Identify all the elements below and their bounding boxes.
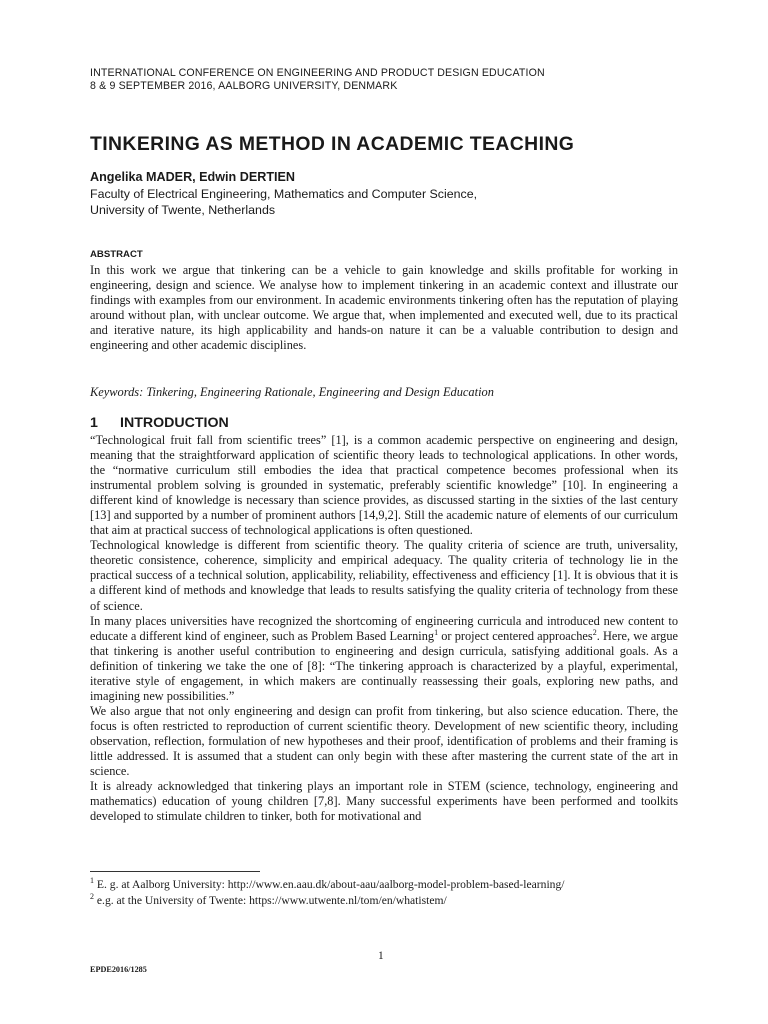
footnote-ref-1[interactable]: 1 [434, 627, 439, 637]
conference-header [90, 67, 545, 93]
abstract-heading: ABSTRACT [90, 249, 143, 260]
footnote-2 [90, 893, 565, 909]
footnote-text-1: E. g. at Aalborg University: http://www.en.aau.dk/about-aau/aalborg-model-problem-based-learning/ [94, 878, 565, 891]
footnote-1 [90, 877, 565, 893]
section-title: INTRODUCTION [120, 415, 229, 431]
page-number: 1 [378, 950, 384, 962]
section-heading [90, 415, 229, 431]
section-number: 1 [90, 415, 98, 431]
keywords: Keywords: Tinkering, Engineering Rationale, Engineering and Design Education [90, 385, 494, 399]
intro-p3-part-b: or project centered approaches [438, 628, 593, 643]
intro-paragraph-3 [90, 614, 678, 704]
intro-paragraph-4: We also argue that not only engineering and design can profit from tinkering, but also science education. There, the focus is often restricted to reproduction of current scientific theory. Development of new scientific theory, including observation, reflection, formulation of new hypotheses and their proof, identification of problems and their framing is little addressed. It is assumed that a student can only begin with these after mastering the current state of the art in science. [90, 703, 678, 779]
intro-p3-part-c: . Here, we argue that tinkering is another useful contribution to engineering and design curricula, satisfying additional goals. As a definition of tinkering we take the one of [8]: “The tinkering approach is characterized by a playful, experimental, iterative style of engagement, in which makers are continually reassessing their goals, exploring new paths, and imagining new possibilities.” [90, 628, 678, 703]
paper-id: EPDE2016/1285 [90, 965, 147, 974]
abstract-text: In this work we argue that tinkering can be a vehicle to gain knowledge and skills profitable for working in engineering, design and science. We analyse how to implement tinkering in an academic context and illustrate our findings with examples from our environment. In academic environments tinkering often has the reputation of playing around without plan, with unclear outcome. We argue that, when implemented and executed well, due to its practical and iterative nature, its high applicability and hands-on nature it can be a valuable contribution to design and engineering and other academic disciplines. [90, 263, 678, 353]
paper-authors: Angelika MADER, Edwin DERTIEN [90, 170, 296, 184]
conference-name: INTERNATIONAL CONFERENCE ON ENGINEERING AND PRODUCT DESIGN EDUCATION [90, 67, 545, 79]
author-affiliation [90, 186, 477, 218]
conference-date-venue: 8 & 9 SEPTEMBER 2016, AALBORG UNIVERSITY, DENMARK [90, 80, 398, 92]
footnote-mark-2: 2 [90, 892, 94, 902]
footnote-ref-2[interactable]: 2 [592, 627, 597, 637]
affiliation-line-2: University of Twente, Netherlands [90, 203, 276, 217]
paper-title: TINKERING AS METHOD IN ACADEMIC TEACHING [90, 133, 575, 155]
intro-paragraph-1: “Technological fruit fall from scientific trees” [1], is a common academic perspective on engineering and design, meaning that the straightforward application of scientific theory leads to technological applications. In other words, the “normative curriculum still embodies the idea that practical competence becomes professional when its instrumental problem solving is grounded in systematic, preferably scientific knowledge” [10]. In engineering a different kind of knowledge is necessary than science provides, as discussed starting in the sixties of the last century [13] and supported by a number of prominent authors [14,9,2]. Still the academic nature of elements of our curriculum that aim at practical success of technological applications is often questioned. [90, 433, 678, 538]
footnotes [90, 877, 565, 909]
introduction-body [90, 433, 678, 824]
footnote-mark-1: 1 [90, 876, 94, 886]
intro-p3-part-a: In many places universities have recognized the shortcoming of engineering curricula and introduced new content to educate a different kind of engineer, such as Problem Based Learning [90, 613, 678, 643]
affiliation-line-1: Faculty of Electrical Engineering, Mathematics and Computer Science, [90, 187, 478, 201]
footnote-divider [90, 871, 260, 872]
footnote-text-2: e.g. at the University of Twente: https://www.utwente.nl/tom/en/whatistem/ [94, 894, 447, 907]
intro-paragraph-5: It is already acknowledged that tinkering plays an important role in STEM (science, technology, engineering and mathematics) education of young children [7,8]. Many successful experiments have been performed and toolkits developed to stimulate children to tinker, both for motivational and [90, 779, 678, 824]
intro-paragraph-2: Technological knowledge is different from scientific theory. The quality criteria of science are truth, universality, theoretic consistence, coherence, simplicity and empirical adequacy. The quality criteria of technology lie in the practical success of a technical solution, applicability, reliability, effectiveness and efficiency [1]. It is obvious that it is a different kind of methods and knowledge that leads to results satisfying the quality criteria of technology from these of science. [90, 538, 678, 613]
